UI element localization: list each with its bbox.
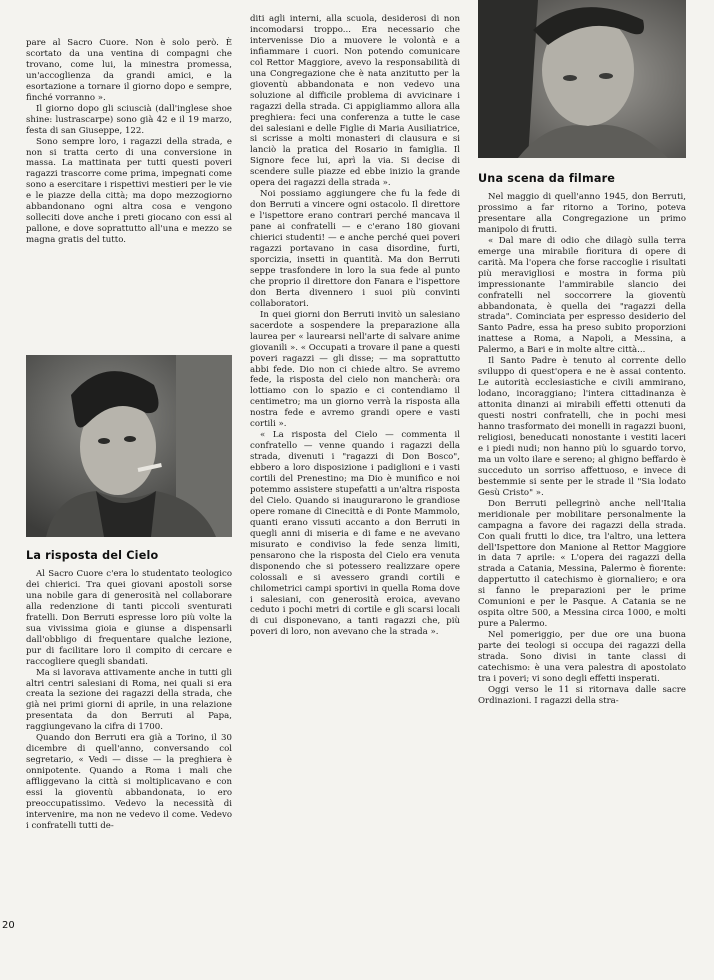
paragraph: Oggi verso le 11 si ritornava dalle sacre Ordinazioni. I ragazzi della stra- xyxy=(478,684,686,706)
paragraph: « Dal mare di odio che dilagò sulla terra emerge una mirabile fioritura di opere di carità. Ma l'opera che forse raccoglie i risultati più meravigliosi e mostra in forma più impressionante l'ammirabile slancio dei confratelli nel soccorrere la gioventù abbandonata, è quella dei "ragazzi della strada". Cominciata per espresso desiderio del Santo Padre, essa ha preso subito proporzioni inattese a Roma, a Napoli, a Messina, a Palermo, a Bari e in molte altre città... xyxy=(478,235,686,356)
paragraph: « La risposta del Cielo — commenta il confratello — venne quando i ragazzi della strada, divenuti i "ragazzi di Don Bosco", ebbero a loro disposizione i padiglioni e i vasti cortili del Prenestino; ma Dio è munifico e noi potemmo assistere stupefatti a un'altra risposta del Cielo. Quando si inaugurarono le grandiose opere romane di Cinecittà e di Ponte Mammolo, quanti erano vissuti accanto a don Berruti in quegli anni di miseria e di fame e ne avevano misurato e condiviso la fede senza limiti, pensarono che la risposta del Cielo era venuta disponendo che si potessero realizzare opere colossali e si avessero grandi cortili e chilometrici campi sportivi in quella Roma dove i salesiani, con generosità eroica, avevano ceduto i pochi metri di cortile e gli scarsi locali di cui disponevano, a tanti ragazzi che, più poveri di loro, non avevano che la strada ». xyxy=(250,430,460,638)
photo-boy-smoking xyxy=(26,355,232,537)
paragraph: Don Berruti pellegrinò anche nell'Italia meridionale per mobilitare personalmente la campagna a favore dei ragazzi della strada. Con quali frutti lo dice, tra l'altro, una lettera dell'Ispettore don Manione al Rettor Maggiore in data 7 aprile: « L'opera dei ragazzi della strada a Catania, Messina, Palermo è fiorente: dappertutto il catechismo è giornaliero; e ora si fanno le preparazioni per le prime Comunioni e per le Pasque. A Catania se ne ospita oltre 500, a Messina circa 1000, e molti pure a Palermo. xyxy=(478,498,686,630)
paragraph: Nel pomeriggio, per due ore una buona parte dei teologi si occupa dei ragazzi della strada. Sono divisi in tante classi di catechismo: è una vera palestra di apostolato tra i poveri; vi sono degli effetti insperati. xyxy=(478,630,686,684)
paragraph: Il giorno dopo gli sciuscià (dall'inglese shoe shine: lustrascarpe) sono già 42 e il 19 marzo, festa di san Giuseppe, 122. xyxy=(26,103,232,136)
paragraph: Noi possiamo aggiungere che fu la fede di don Berruti a vincere ogni ostacolo. Il direttore e l'ispettore erano contrari perché mancava il pane ai confratelli — e c'erano 180 giovani chierici studenti! — e anche perché quei poveri ragazzi portavano in casa disordine, furti, sporcizia, insetti in quantità. Ma don Berruti seppe trasfondere in loro la sua fede al punto che proprio il direttore don Fanara e l'ispettore don Berta divennero i suoi più convinti collaboratori. xyxy=(250,189,460,309)
section-heading: La risposta del Cielo xyxy=(26,549,159,562)
section-heading: Una scena da filmare xyxy=(478,172,616,185)
paragraph: Ma si lavorava attivamente anche in tutti gli altri centri salesiani di Roma, nei quali si era creata la sezione dei ragazzi della strada, che già nei primi giorni di aprile, in una relazione presentata da don Berruti al Papa, raggiungevano la cifra di 1700. xyxy=(26,667,232,733)
paragraph: Il Santo Padre è tenuto al corrente dello sviluppo di quest'opera e ne è assai contento. Le autorità ecclesiastiche e civili ammirano, lodano, incoraggiano; l'intera cittadinanza è attonita dinanzi ai mirabili effetti ottenuti da questi nostri confratelli, che in pochi mesi hanno trasformato dei monelli in ragazzi buoni, religiosi, beneducati nonostante i vestiti laceri e i piedi nudi; non hanno più lo sguardo torvo, ma un volto ilare e sereno; al ghigno beffardo è succeduto un sorriso affettuoso, e invece di bestemmie si sente per le strade il "Sia lodato Gesù Cristo" ». xyxy=(478,356,686,498)
paragraph: Quando don Berruti era già a Torino, il 30 dicembre di quell'anno, conversando col segretario, « Vedi — disse — la preghiera è onnipotente. Quando a Roma i mali che affliggevano la città si moltiplicavano e con essi la gioventù abbandonata, io ero preoccupatissimo. Vedevo la necessità di intervenire, ma non ne vedevo il come. Vedevo i confratelli tutti de- xyxy=(26,733,232,831)
paragraph: Nel maggio di quell'anno 1945, don Berruti, prossimo a far ritorno a Torino, poteva presentare alla Congregazione un primo manipolo di frutti. xyxy=(478,192,686,235)
paragraph: Sono sempre loro, i ragazzi della strada, e non si tratta certo di una conversione in massa. La mattinata per tutti questi poveri ragazzi trascorre come prima, impegnati come sono a esercitare i rispettivi mestieri per le vie e le piazze della città; ma dopo mezzogiorno abbandonano ogni altra cosa e vengono solleciti dove anche i preti giocano con essi al pallone, e dove soprattutto all'una e mezzo se magna gratis del tutto. xyxy=(26,136,232,246)
paragraph: In quei giorni don Berruti invitò un salesiano sacerdote a sospendere la preparazione alla laurea per « laurearsi nell'arte di salvare anime giovanili ». « Occupati a trovare il pane a questi poveri ragazzi — gli disse; — ma soprattutto abbi fede. Dio non ci chiede altro. Se avremo fede, la risposta del cielo non mancherà: ora lottiamo con lo spazio e ci contendiamo il centimetro; ma un giorno verrà la risposta alla nostra fede e avremo grandi opere e vasti cortili ». xyxy=(250,309,460,430)
paragraph: diti agli interni, alla scuola, desiderosi di non incomodarsi troppo... Era necessario che intervenisse Dio a muovere le volontà e a infiammare i cuori. Non potendo comunicare col Rettor Maggiore, avevo la responsabilità di una Congregazione che è nata anzitutto per la gioventù abbandonata e non vedevo una soluzione al difficile problema di avvicinare i ragazzi della strada. Ci appigliammo allora alla preghiera: feci una conferenza a tutte le case dei salesiani e delle Figlie di Maria Ausiliatrice, si scrisse a molti monasteri di clausura e si lanciò la pratica del Rosario in famiglia. Il Signore fece lui, aprì la via. Si decise di scendere sulle piazze ed ebbe inizio la grande opera dei ragazzi della strada ». xyxy=(250,14,460,189)
page-number: 20 xyxy=(2,920,15,931)
photo-boy-portrait xyxy=(478,0,686,158)
paragraph: pare al Sacro Cuore. Non è solo però. È scortato da una ventina di compagni che trovano, come lui, la minestra promessa, un'accoglienza da grandi amici, e la esortazione a tornare il giorno dopo e sempre, finché vorranno ». xyxy=(26,38,232,103)
paragraph: Al Sacro Cuore c'era lo studentato teologico dei chierici. Tra quei giovani apostoli sorse una nobile gara di generosità nel collaborare alla redenzione di tanti piccoli sventurati fratelli. Don Berruti espresse loro più volte la sua vivissima gioia e giunse a dispensarli dall'obbligo di frequentare qualche lezione, pur di facilitare loro il compito di cercare e raccogliere quegli sbandati. xyxy=(26,569,232,667)
